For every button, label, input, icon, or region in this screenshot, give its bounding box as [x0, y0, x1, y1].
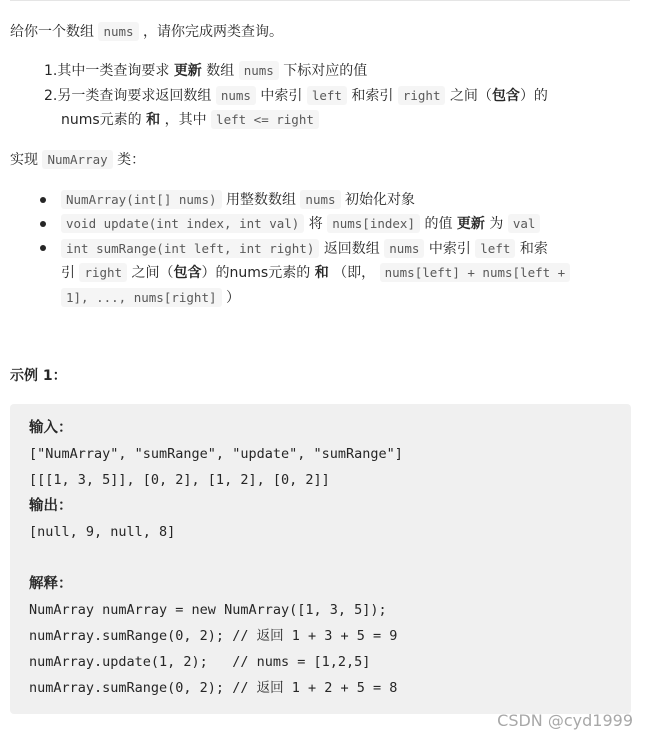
example-title: 示例 1： — [10, 368, 67, 384]
list-text: 为 — [489, 216, 504, 232]
input-line-1: ["NumArray", "sumRange", "update", "sumRange"] — [29, 446, 403, 462]
list-text: （即， — [333, 265, 376, 281]
inline-code: val — [508, 214, 541, 233]
intro-text-before: 给你一个数组 — [10, 24, 94, 40]
intro-code-nums: nums — [98, 22, 138, 41]
output-label: 输出： — [29, 498, 73, 514]
bold-text: 更新 — [173, 63, 202, 79]
list-text: ） — [225, 290, 240, 306]
list-text: 初始化对象 — [344, 192, 415, 208]
input-label: 输入： — [29, 420, 73, 436]
list-text: 引 — [61, 265, 75, 281]
inline-code: left <= right — [211, 110, 319, 129]
impl-text-before: 实现 — [10, 152, 38, 168]
list-text: 之间（ — [449, 88, 492, 104]
inline-code: right — [398, 86, 446, 105]
intro-paragraph — [10, 22, 283, 42]
list-text: ）的 — [519, 88, 548, 104]
bold-text: 更新 — [456, 216, 485, 232]
explain-line-3: numArray.update(1, 2); // nums = [1,2,5] — [29, 654, 371, 670]
list-text: 中索引 — [428, 241, 471, 257]
list-text: 和索 — [519, 241, 548, 257]
inline-code: nums[index] — [327, 214, 420, 233]
unordered-list-item-3-line-3 — [61, 286, 240, 310]
unordered-list-item-3-line-2 — [61, 261, 570, 285]
ordered-list-item-1 — [44, 59, 367, 83]
inline-code: nums — [216, 86, 256, 105]
inline-code: 1], ..., nums[right] — [61, 288, 222, 307]
list-text: 另一类查询要求返回数组 — [57, 88, 212, 104]
inline-code: NumArray(int[] nums) — [61, 190, 222, 209]
intro-text-after: ，请你完成两类查询。 — [143, 24, 284, 40]
list-text: ，其中 — [164, 112, 207, 128]
ordered-list-item-2-continued — [61, 108, 319, 132]
list-text: 的值 — [424, 216, 453, 232]
inline-code: left — [307, 86, 347, 105]
unordered-list-item-2 — [61, 212, 540, 236]
list-text: nums元素的 — [61, 112, 142, 128]
bold-text: 和 — [146, 112, 161, 128]
input-line-2: [[[1, 3, 5]], [0, 2], [1, 2], [0, 2]] — [29, 472, 330, 488]
inline-code: nums — [300, 190, 340, 209]
explain-label: 解释： — [29, 576, 73, 592]
explain-line-4: numArray.sumRange(0, 2); // 返回 1 + 2 + 5 = 8 — [29, 680, 398, 696]
inline-code-numarray: NumArray — [42, 150, 112, 169]
bold-text: 和 — [314, 265, 329, 281]
list-text: 用整数数组 — [225, 192, 296, 208]
inline-code: nums — [239, 61, 279, 80]
list-text: 中索引 — [260, 88, 303, 104]
unordered-list-item-1 — [61, 188, 415, 212]
list-text: 将 — [308, 216, 323, 232]
list-text: ）的nums元素的 — [201, 265, 311, 281]
bold-text: 包含 — [173, 265, 202, 281]
bullet-dot — [40, 197, 46, 203]
explain-line-1: NumArray numArray = new NumArray([1, 3, 5]); — [29, 602, 387, 618]
inline-code: void update(int index, int val) — [61, 214, 304, 233]
inline-code: nums — [384, 239, 424, 258]
explain-line-2: numArray.sumRange(0, 2); // 返回 1 + 3 + 5 = 9 — [29, 628, 398, 644]
bullet-dot — [40, 221, 46, 227]
list-text: 下标对应的值 — [283, 63, 368, 79]
bold-text: 包含 — [491, 88, 520, 104]
unordered-list-item-3 — [61, 237, 548, 261]
ordered-list-item-2 — [44, 84, 548, 108]
implement-paragraph — [10, 150, 145, 170]
list-text: 数组 — [206, 63, 235, 79]
top-divider — [10, 0, 630, 1]
list-text: 之间（ — [131, 265, 174, 281]
list-text: 返回数组 — [323, 241, 380, 257]
output-line: [null, 9, null, 8] — [29, 524, 176, 540]
inline-code: nums[left] + nums[left + — [380, 263, 571, 282]
csdn-watermark: CSDN @cyd1999 — [497, 711, 633, 730]
bullet-dot — [40, 245, 46, 251]
list-text: 和索引 — [351, 88, 394, 104]
list-marker: 1. — [44, 63, 58, 79]
list-marker: 2. — [44, 88, 58, 104]
list-text: 其中一类查询要求 — [57, 63, 170, 79]
inline-code: right — [79, 263, 127, 282]
impl-text-after: 类： — [117, 152, 146, 168]
inline-code: left — [475, 239, 515, 258]
inline-code: int sumRange(int left, int right) — [61, 239, 319, 258]
